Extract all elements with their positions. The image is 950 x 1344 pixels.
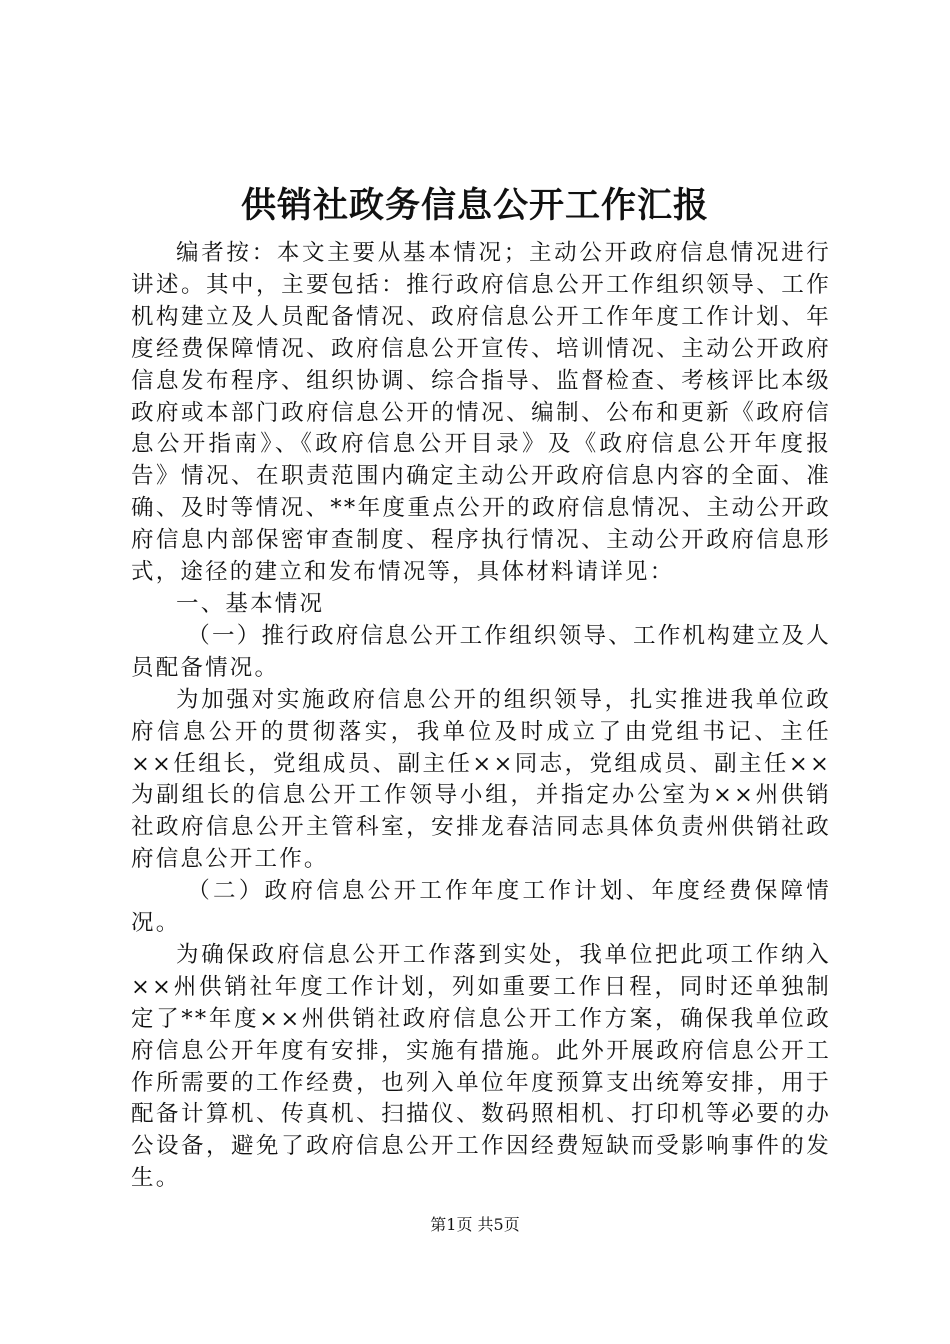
document-title: 供销社政务信息公开工作汇报 xyxy=(240,185,709,226)
annual-plan-paragraph: 为确保政府信息公开工作落到实处，我单位把此项工作纳入××州供销社年度工作计划，列如重要工作日程，同时还单独制定了**年度××州供销社政府信息公开工作方案，确保我单位政府信息公开年度有安排，实施有措施。此外开展政府信息公开工作所需要的工作经费，也列入单位年度预算支出统筹安排，用于配备计算机、传真机、扫描仪、数码照相机、打印机等必要的办公设备，避免了政府信息公开工作因经费短缺而受影响事件的发生。 xyxy=(131,941,831,1192)
page-number-footer: 第1页 共5页 xyxy=(430,1215,520,1234)
document-body xyxy=(131,238,831,1195)
organization-paragraph: 为加强对实施政府信息公开的组织领导，扎实推进我单位政府信息公开的贯彻落实，我单位及时成立了由党组书记、主任××任组长，党组成员、副主任××同志，党组成员、副主任××为副组长的信息公开工作领导小组，并指定办公室为××州供销社政府信息公开主管科室，安排龙春洁同志具体负责州供销社政府信息公开工作。 xyxy=(131,686,831,873)
subsection-heading-annual-plan: （二）政府信息公开工作年度工作计划、年度经费保障情况。 xyxy=(131,878,831,937)
subsection-heading-organization: （一）推行政府信息公开工作组织领导、工作机构建立及人员配备情况。 xyxy=(131,622,831,681)
section-heading-basic-situation: 一、基本情况 xyxy=(176,590,325,617)
editor-note-paragraph: 编者按：本文主要从基本情况；主动公开政府信息情况进行讲述。其中，主要包括：推行政府信息公开工作组织领导、工作机构建立及人员配备情况、政府信息公开工作年度工作计划、年度经费保障情况、政府信息公开宣传、培训情况、主动公开政府信息发布程序、组织协调、综合指导、监督检查、考核评比本级政府或本部门政府信息公开的情况、编制、公布和更新《政府信息公开指南》、《政府信息公开目录》及《政府信息公开年度报告》情况、在职责范围内确定主动公开政府信息内容的全面、准确、及时等情况、**年度重点公开的政府信息情况、主动公开政府信息内部保密审查制度、程序执行情况、主动公开政府信息形式，途径的建立和发布情况等，具体材料请详见： xyxy=(131,240,831,586)
